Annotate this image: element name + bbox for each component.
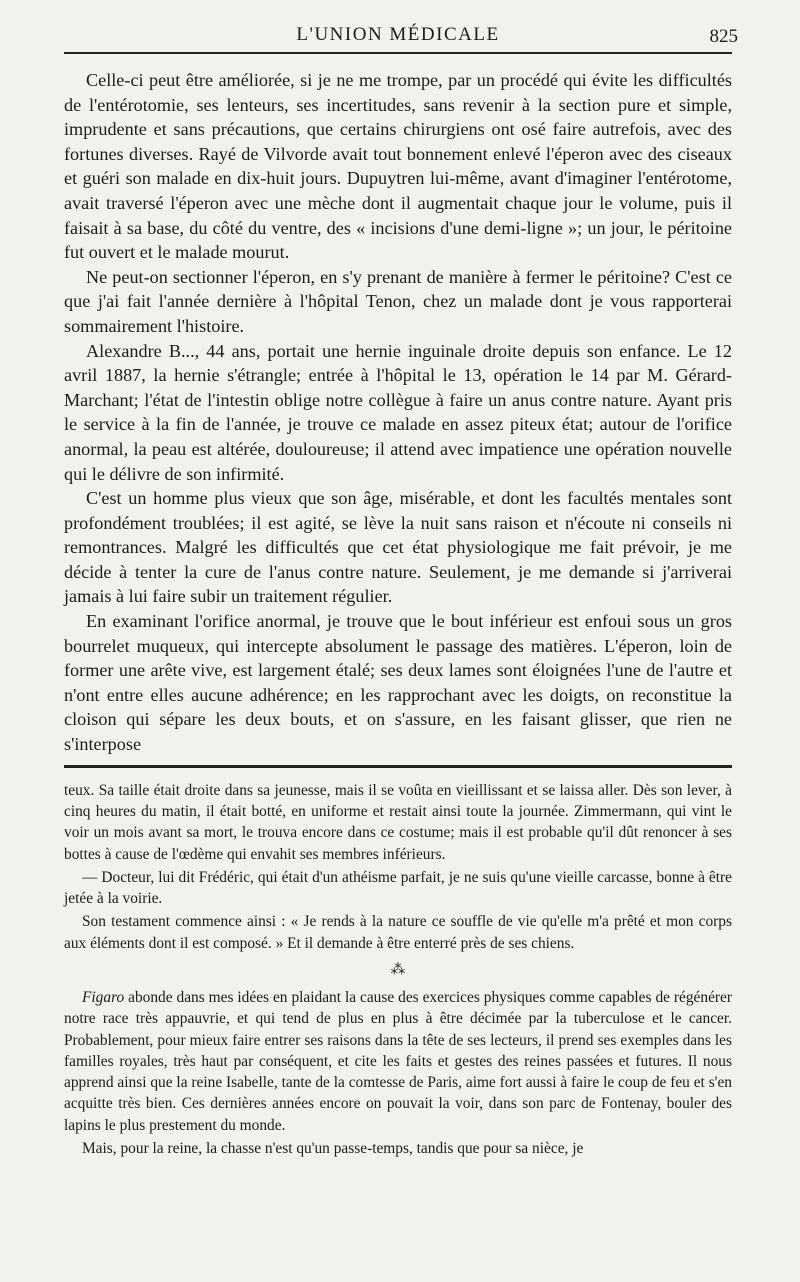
running-title: L'UNION MÉDICALE (296, 24, 500, 45)
paragraph: C'est un homme plus vieux que son âge, misérable, et dont les facultés mentales sont profondément troublées; il est agité, se lève la nuit sans raison et n'écoute ni conseils ni remontrances. Malgré les difficultés que cet état physiologique me fait prévoir, je me décide à tenter la cure de l'anus contre nature. Seulement, je me demande si j'arriverai jamais à lui faire subir un traitement régulier. (64, 488, 732, 607)
page-header (64, 18, 738, 52)
note-paragraph: — Docteur, lui dit Frédéric, qui était d'un athéisme parfait, je ne suis qu'une vieille carcasse, bonne à être jetée à la voirie. (64, 868, 732, 908)
note-paragraph (64, 987, 732, 1136)
page-number: 825 (709, 26, 738, 47)
note-paragraph: Son testament commence ainsi : « Je rends à la nature ce souffle de vie qu'elle m'a prêté et mon corps aux éléments dont il est composé. » Et il demande à être enterré près de ses chiens. (64, 913, 732, 952)
main-article-text (64, 68, 732, 757)
note-paragraph: Mais, pour la reine, la chasse n'est qu'un passe-temps, tandis que pour sa nièce, je (82, 1140, 584, 1158)
paragraph: Ne peut-on sectionner l'éperon, en s'y prenant de manière à fermer le péritoine? C'est ce que j'ai fait l'année dernière à l'hôpital Tenon, chez un malade dont je vous rapporterai sommairement l'histoire. (64, 266, 732, 336)
feuilleton-notes (64, 780, 732, 1160)
note-text: abonde dans mes idées en plaidant la cause des exercices physiques comme capables de régénérer notre race très appauvrie, et qui tend de plus en plus à être décimée par la tuberculose et le cancer. Probablement, pour mieux faire entrer ses raisons dans la tête de ses lecteurs, il prend ses exemples dans les familles royales, très haut par conséquent, et cite les faits et gestes des reines passées et futures. Il nous apprend ainsi que la reine Isabelle, tante de la comtesse de Paris, aime fort aussi à faire le coup de feu et s'en acquitte très bien. Ces dernières années encore on pouvait la voir, dans son parc de Fontenay, bouler des lapins le plus prestement du monde. (64, 989, 732, 1134)
paragraph: Alexandre B..., 44 ans, portait une hernie inguinale droite depuis son enfance. Le 12 avril 1887, la hernie s'étrangle; entrée à l'hôpital le 13, opération le 14 par M. Gérard-Marchant; l'état de l'intestin oblige notre collègue à faire un anus contre nature. Ayant pris le service à la fin de l'année, je trouve ce malade en assez piteux état; autour de l'orifice anormal, la peau est altérée, douloureuse; il attend avec impatience une opération nouvelle qui le délivre de son infirmité. (64, 340, 732, 484)
feuilleton-divider-rule (64, 765, 732, 768)
header-rule (64, 52, 732, 54)
paragraph: En examinant l'orifice anormal, je trouve que le bout inférieur est enfoui sous un gros bourrelet muqueux, qui intercepte absolument le passage des matières. L'éperon, loin de former une arête vive, est largement étalé; ses deux lames sont éloignées l'une de l'autre et n'ont entre elles aucune adhérence; en les rapprochant avec les doigts, on reconstitue la cloison qui sépare les deux bouts, et on s'assure, en les faisant glisser, que rien ne s'interpose (64, 611, 732, 755)
newspaper-name: Figaro (82, 989, 125, 1006)
asterism-separator: ⁂ (390, 962, 406, 978)
paragraph: Celle-ci peut être améliorée, si je ne me trompe, par un procédé qui évite les difficultés de l'entérotomie, ses lenteurs, ses incertitudes, sans revenir à la section pure et simple, imprudente et sans précautions, que certains chirurgiens ont osé faire autrefois, avec des fortunes diverses. Rayé de Vilvorde avait tout bonnement enlevé l'éperon avec des ciseaux et guéri son malade en dix-huit jours. Dupuytren lui-même, avant d'imaginer l'entérotome, avait traversé l'éperon avec une mèche dont il augmentait chaque jour le volume, puis il faisait à sa base, du côté du ventre, des « incisions d'une demi-ligne »; un jour, le péritoine fut ouvert et le malade mourut. (64, 70, 732, 263)
note-paragraph: teux. Sa taille était droite dans sa jeunesse, mais il se voûta en vieillissant et se laissa aller. Dès son lever, à cinq heures du matin, il était botté, en uniforme et restait ainsi toute la journée. Zimmermann, qui vint le voir un mois avant sa mort, le trouva encore dans ce costume; mais il est probable qu'il dût renoncer à ses bottes à cause de l'œdème qui envahit ses membres inférieurs. (64, 781, 732, 863)
